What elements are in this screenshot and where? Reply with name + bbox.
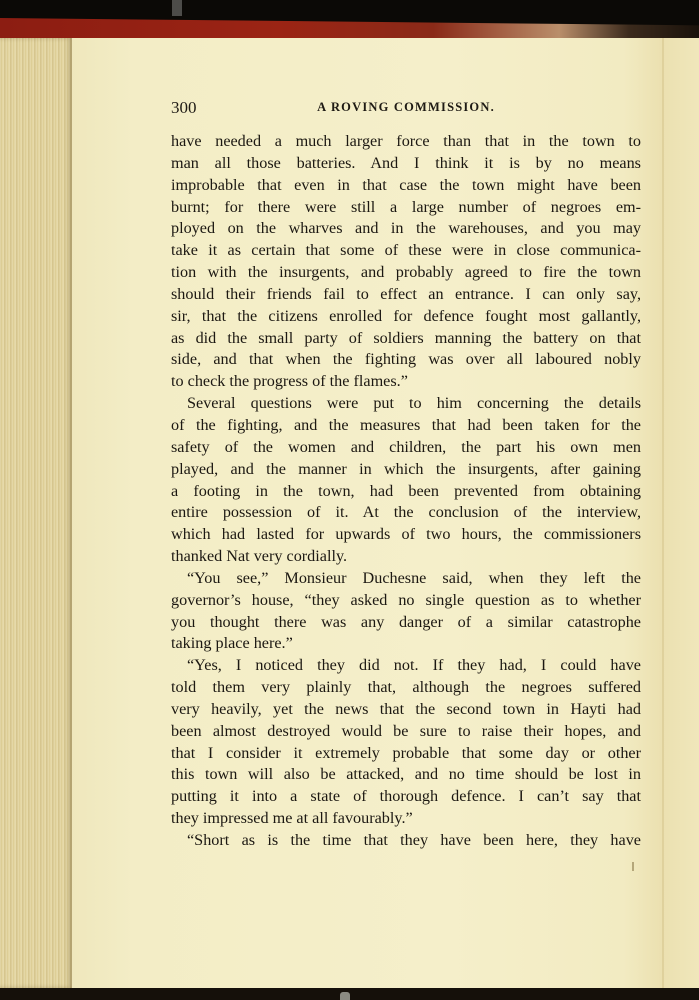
text-line: “Yes, I noticed they did not. If they had, I could have — [187, 656, 641, 675]
text-line: should their friends fail to effect an entrance. I can only say, — [171, 284, 641, 303]
paper-fleck — [632, 862, 634, 871]
text-line: been almost destroyed would be sure to raise their hopes, and — [171, 721, 641, 740]
text-line: entire possession of it. At the conclusion of the interview, — [171, 503, 641, 522]
text-line: improbable that even in that case the town might have been — [171, 175, 641, 194]
text-line: to check the progress of the flames.” — [171, 372, 408, 391]
text-line: told them very plainly that, although the negroes suffered — [171, 678, 641, 697]
text-line: safety of the women and children, the part his own men — [171, 437, 641, 456]
text-line: as did the small party of soldiers manning the battery on that — [171, 328, 641, 347]
text-line: man all those batteries. And I think it is by no means — [171, 153, 641, 172]
text-line: tion with the insurgents, and probably agreed to fire the town — [171, 263, 641, 282]
text-line: that I consider it extremely probable that some day or other — [171, 743, 641, 762]
text-line: Several questions were put to him concerning the details — [187, 394, 641, 413]
text-line: you thought there was any danger of a similar catastrophe — [171, 612, 641, 631]
text-line: taking place here.” — [171, 634, 293, 653]
text-line: a footing in the town, had been prevented from obtaining — [171, 481, 641, 500]
text-line: thanked Nat very cordially. — [171, 547, 348, 566]
running-head — [171, 98, 641, 118]
page-gutter-shadow — [662, 38, 664, 993]
text-line: very heavily, yet the news that the second town in Hayti had — [171, 699, 641, 718]
text-line: “You see,” Monsieur Duchesne said, when they left the — [187, 568, 641, 587]
text-line: this town will also be attacked, and no time should be lost in — [171, 765, 641, 784]
bookmark-tab — [340, 992, 350, 1000]
running-title: A ROVING COMMISSION. — [317, 100, 495, 114]
text-line: take it as certain that some of these were in close communica- — [171, 241, 641, 260]
background-glint — [172, 0, 182, 16]
text-line: played, and the manner in which the insurgents, after gaining — [171, 459, 641, 478]
text-line: ployed on the wharves and in the warehouses, and you may — [171, 219, 641, 238]
text-line: they impressed me at all favourably.” — [171, 809, 413, 828]
text-line: of the fighting, and the measures that had been taken for the — [171, 415, 641, 434]
text-line: which had lasted for upwards of two hours, the commissioners — [171, 525, 641, 544]
text-line: burnt; for there were still a large number of negroes em- — [171, 197, 641, 216]
text-line: “Short as is the time that they have been here, they have — [187, 831, 641, 849]
body-text — [171, 131, 641, 852]
page-number: 300 — [171, 98, 197, 117]
text-line: sir, that the citizens enrolled for defence fought most gallantly, — [171, 306, 641, 325]
page-edges-stack — [0, 38, 72, 988]
text-line: side, and that when the fighting was over all laboured nobly — [171, 350, 641, 369]
text-line: putting it into a state of thorough defence. I can’t say that — [171, 787, 641, 806]
text-line: have needed a much larger force than that in the town to — [171, 132, 641, 150]
text-line: governor’s house, “they asked no single question as to whether — [171, 590, 641, 609]
